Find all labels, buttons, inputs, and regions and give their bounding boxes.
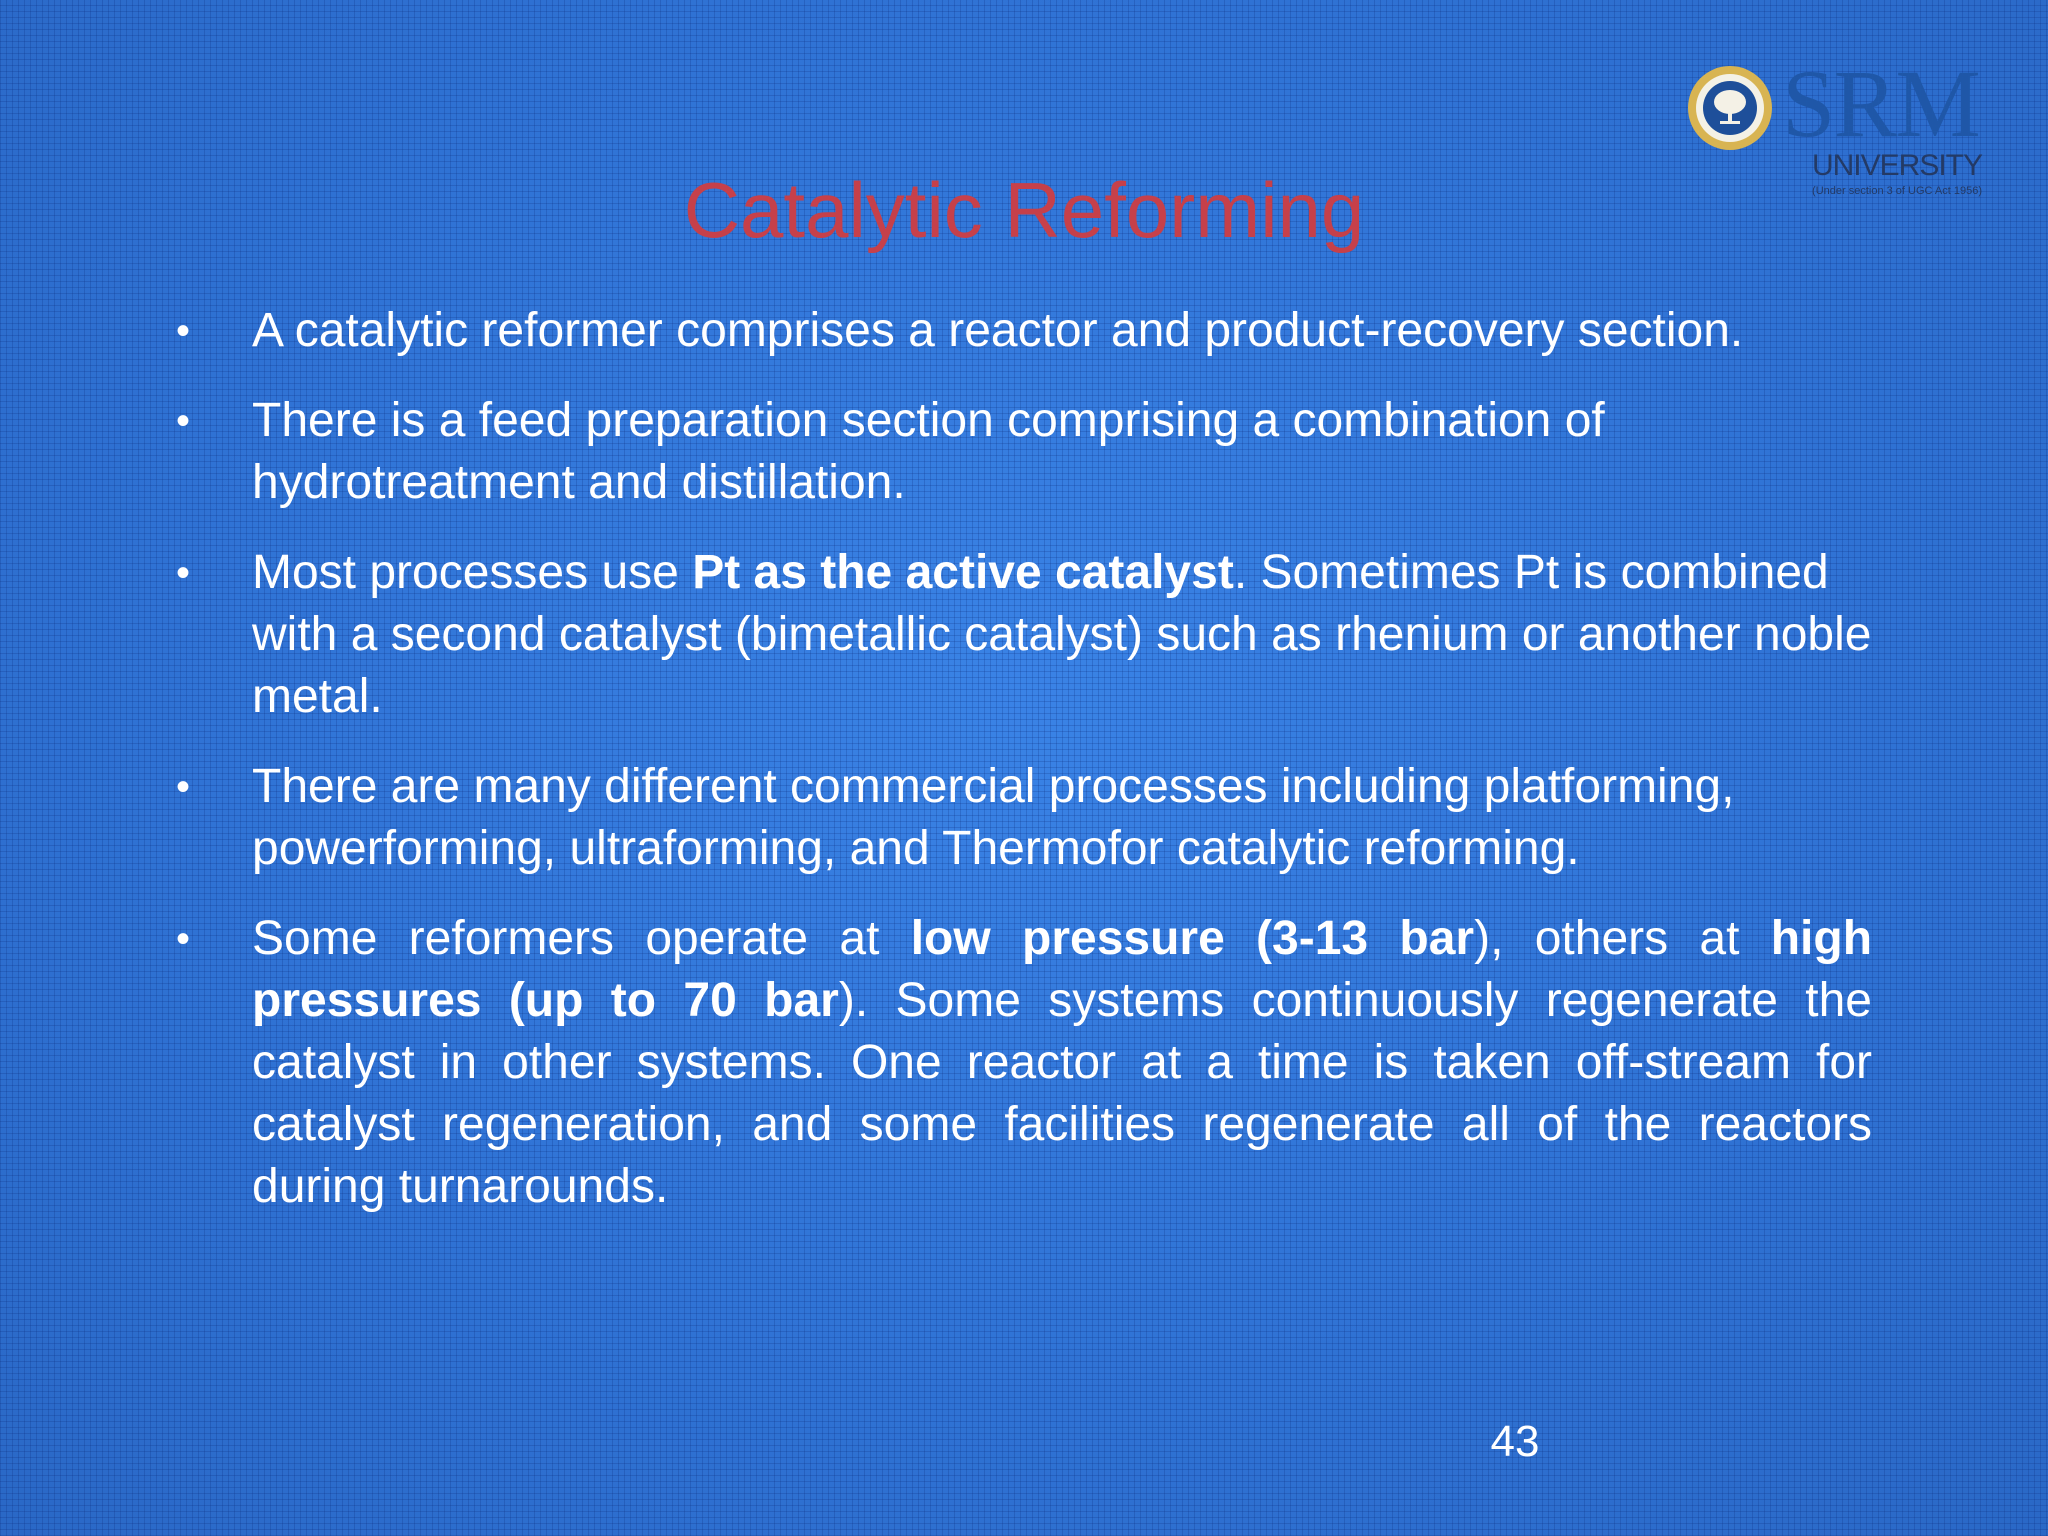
slide-title: Catalytic Reforming [683,166,1365,254]
bullet-text-bold-low-pressure: low pressure (3-13 bar [910,912,1475,965]
bullet-item [172,908,1872,1218]
bullet-text: A catalytic reformer comprises a reactor and product-recovery section. [252,304,1744,357]
logo-university-text: UNIVERSITY [1811,149,1982,182]
bullet-icon: • [176,399,191,443]
logo-srm-text: SRM [1782,50,1979,157]
university-seal-icon [1686,64,1774,152]
bullet-icon: • [176,765,191,809]
bullet-text-pre: Most processes use [252,546,693,599]
page-number: 43 [1490,1417,1540,1466]
bullet-text-post: . Sometimes Pt is combined with a second catalyst (bimetallic catalyst) such as rhenium or another noble metal. [252,546,1872,723]
bullet-icon: • [176,551,191,595]
bullet-item [172,542,1872,728]
bullet-item [172,390,1872,514]
logo-subtitle-text: (Under section 3 of UGC Act 1956) [1812,185,1982,197]
bullet-item [172,300,1872,362]
bullet-item [172,756,1872,880]
bullet-text: There is a feed preparation section comprising a combination of hydrotreatment and distillation. [252,394,1605,509]
bullet-text-part-2: ), others at [1474,912,1771,965]
bullet-list [172,300,1872,1246]
bullet-text-part-1: Some reformers operate at [252,912,911,965]
bullet-text-part-3: ). Some systems continuously regenerate the catalyst in other systems. One reactor at a time is taken off-stream for catalyst regeneration, and some facilities regenerate all of the reactors during turnarounds. [252,974,1872,1213]
bullet-text-bold-high-pressure: high pressures (up to 70 bar [252,912,1873,1027]
bullet-icon: • [176,309,191,353]
bullet-text-bold: Pt as the active catalyst [692,546,1234,599]
bullet-text: There are many different commercial processes including platforming, powerforming, ultraforming, and Thermofor catalytic reforming. [252,760,1735,875]
bullet-icon: • [176,917,191,961]
